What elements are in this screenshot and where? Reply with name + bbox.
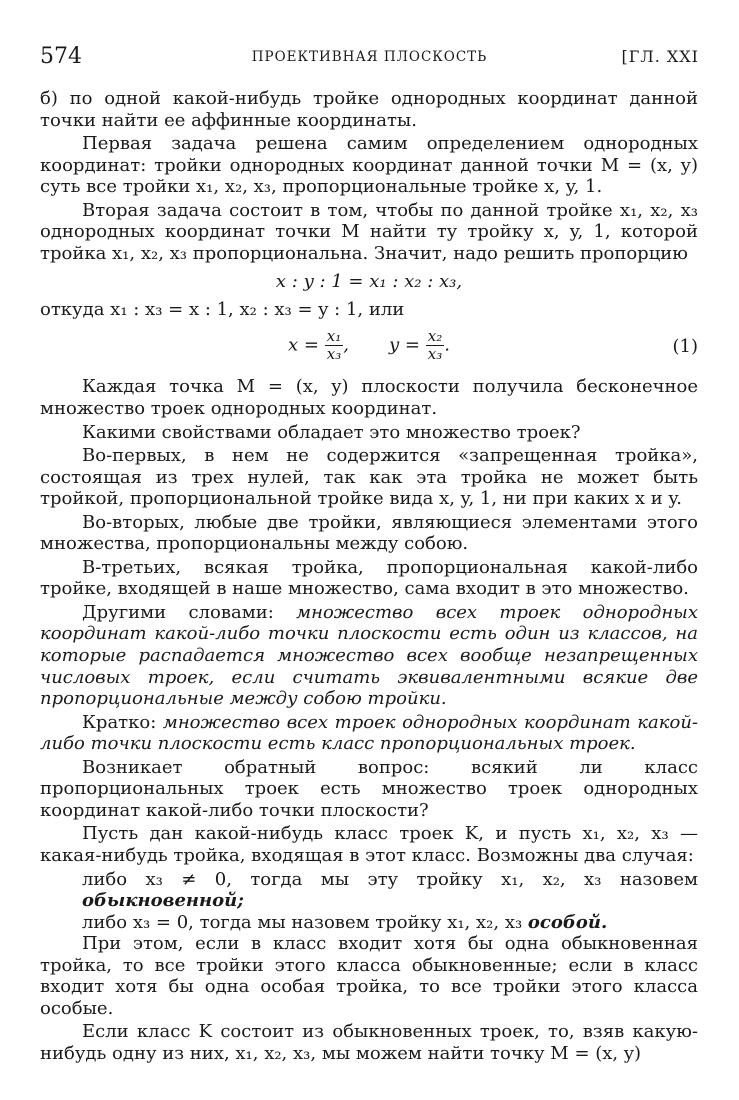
paragraph-last: Если класс K состоит из обыкновенных троек, то, взяв какую-нибудь одну из них, x₁, x₂, x₃, мы можем найти точку M = (x, y)	[40, 1021, 698, 1064]
page-number: 574	[40, 44, 82, 69]
paragraph-first-task: Первая задача решена самим определением однородных координат: тройки однородных координат данной точки M = (x, y) суть все тройки x₁, x₂, x₃, пропорциональные тройке x, y, 1.	[40, 133, 698, 198]
paragraph-thirdly: В-третьих, всякая тройка, пропорциональная какой-либо тройке, входящей в наше множество, сама входит в это множество.	[40, 556, 698, 600]
paragraph-firstly: Во-первых, в нем не содержится «запрещенная тройка», состоящая из трех нулей, так как эта тройка не может быть тройкой, пропорциональной тройке вида x, y, 1, ни при каких x и y.	[40, 445, 698, 510]
equation-number: (1)	[672, 336, 698, 358]
case-special-text: либо x₃ = 0, тогда мы назовем тройку x₁, x₂, x₃	[82, 911, 528, 933]
paragraph-each-point: Каждая точка M = (x, y) плоскости получила бесконечное множество троек однородных координат.	[40, 376, 698, 420]
formula-y-lhs: y =	[389, 334, 420, 356]
running-title: ПРОЕКТИВНАЯ ПЛОСКОСТЬ	[251, 49, 488, 65]
fraction-x	[325, 328, 343, 363]
formula-end: .	[444, 334, 450, 356]
case-special	[40, 912, 698, 934]
fraction-y	[426, 328, 444, 363]
briefly-statement: множество всех троек однородных координат какой-либо точки плоскости есть класс пропорциональных троек.	[40, 711, 699, 755]
other-words-statement: множество всех троек однородных координат какой-либо точки плоскости есть один из классов, на которые распадается множество всех вообще незапрещенных числовых троек, если считать эквивалентными всякие две пропорциональные между собою тройки.	[40, 601, 698, 710]
term-ordinary: обыкновенной;	[82, 890, 244, 912]
chapter-label: [ГЛ. XXI	[621, 47, 699, 66]
paragraph-whence: откуда x₁ : x₃ = x : 1, x₂ : x₃ = y : 1, или	[40, 298, 405, 320]
paragraph-second-task: Вторая задача состоит в том, чтобы по данной тройке x₁, x₂, x₃ однородных координат точки M найти ту тройку x, y, 1, которой тройка x₁, x₂, x₃ пропорциональна. Значит, надо решить пропорцию	[40, 199, 698, 264]
formula-1	[40, 322, 698, 370]
case-ordinary-text: либо x₃ ≠ 0, тогда мы эту тройку x₁, x₂, x₃ назовем	[82, 868, 698, 890]
paragraph-other-words	[40, 602, 698, 710]
paragraph-given-class: Пусть дан какой-нибудь класс троек K, и пусть x₁, x₂, x₃ — какая-нибудь тройка, входящая в этот класс. Возможны два случая:	[40, 823, 698, 866]
paragraph-task-b: б) по одной какой-нибудь тройке однородных координат данной точки найти ее аффинные координаты.	[40, 88, 698, 131]
paragraph-converse: Возникает обратный вопрос: всякий ли класс пропорциональных троек есть множество троек однородных координат какой-либо точки плоскости?	[40, 756, 698, 821]
fraction-x-numerator: x₁	[326, 327, 342, 346]
page-body	[40, 88, 698, 1066]
paragraph-moreover: При этом, если в класс входит хотя бы одна обыкновенная тройка, то все тройки этого класса обыкновенные; если в класс входит хотя бы одна особая тройка, то все тройки этого класса особые.	[40, 933, 698, 1019]
fraction-y-denominator: x₃	[427, 345, 443, 364]
formula-x-lhs: x =	[288, 334, 319, 356]
paragraph-question: Какими свойствами обладает это множество троек?	[82, 421, 581, 443]
fraction-x-denominator: x₃	[326, 345, 342, 364]
term-special: особой.	[527, 911, 608, 933]
paragraph-briefly	[40, 712, 698, 755]
briefly-lead: Кратко:	[82, 711, 163, 733]
fraction-y-numerator: x₂	[427, 327, 443, 346]
paragraph-secondly: Во-вторых, любые две тройки, являющиеся элементами этого множества, пропорциональны между собою.	[40, 511, 698, 555]
formula-separator: ,	[343, 334, 349, 356]
formula-proportion: x : y : 1 = x₁ : x₂ : x₃,	[275, 271, 463, 293]
other-words-lead: Другими словами:	[82, 601, 297, 623]
case-ordinary	[40, 869, 698, 912]
page-header	[40, 44, 699, 74]
